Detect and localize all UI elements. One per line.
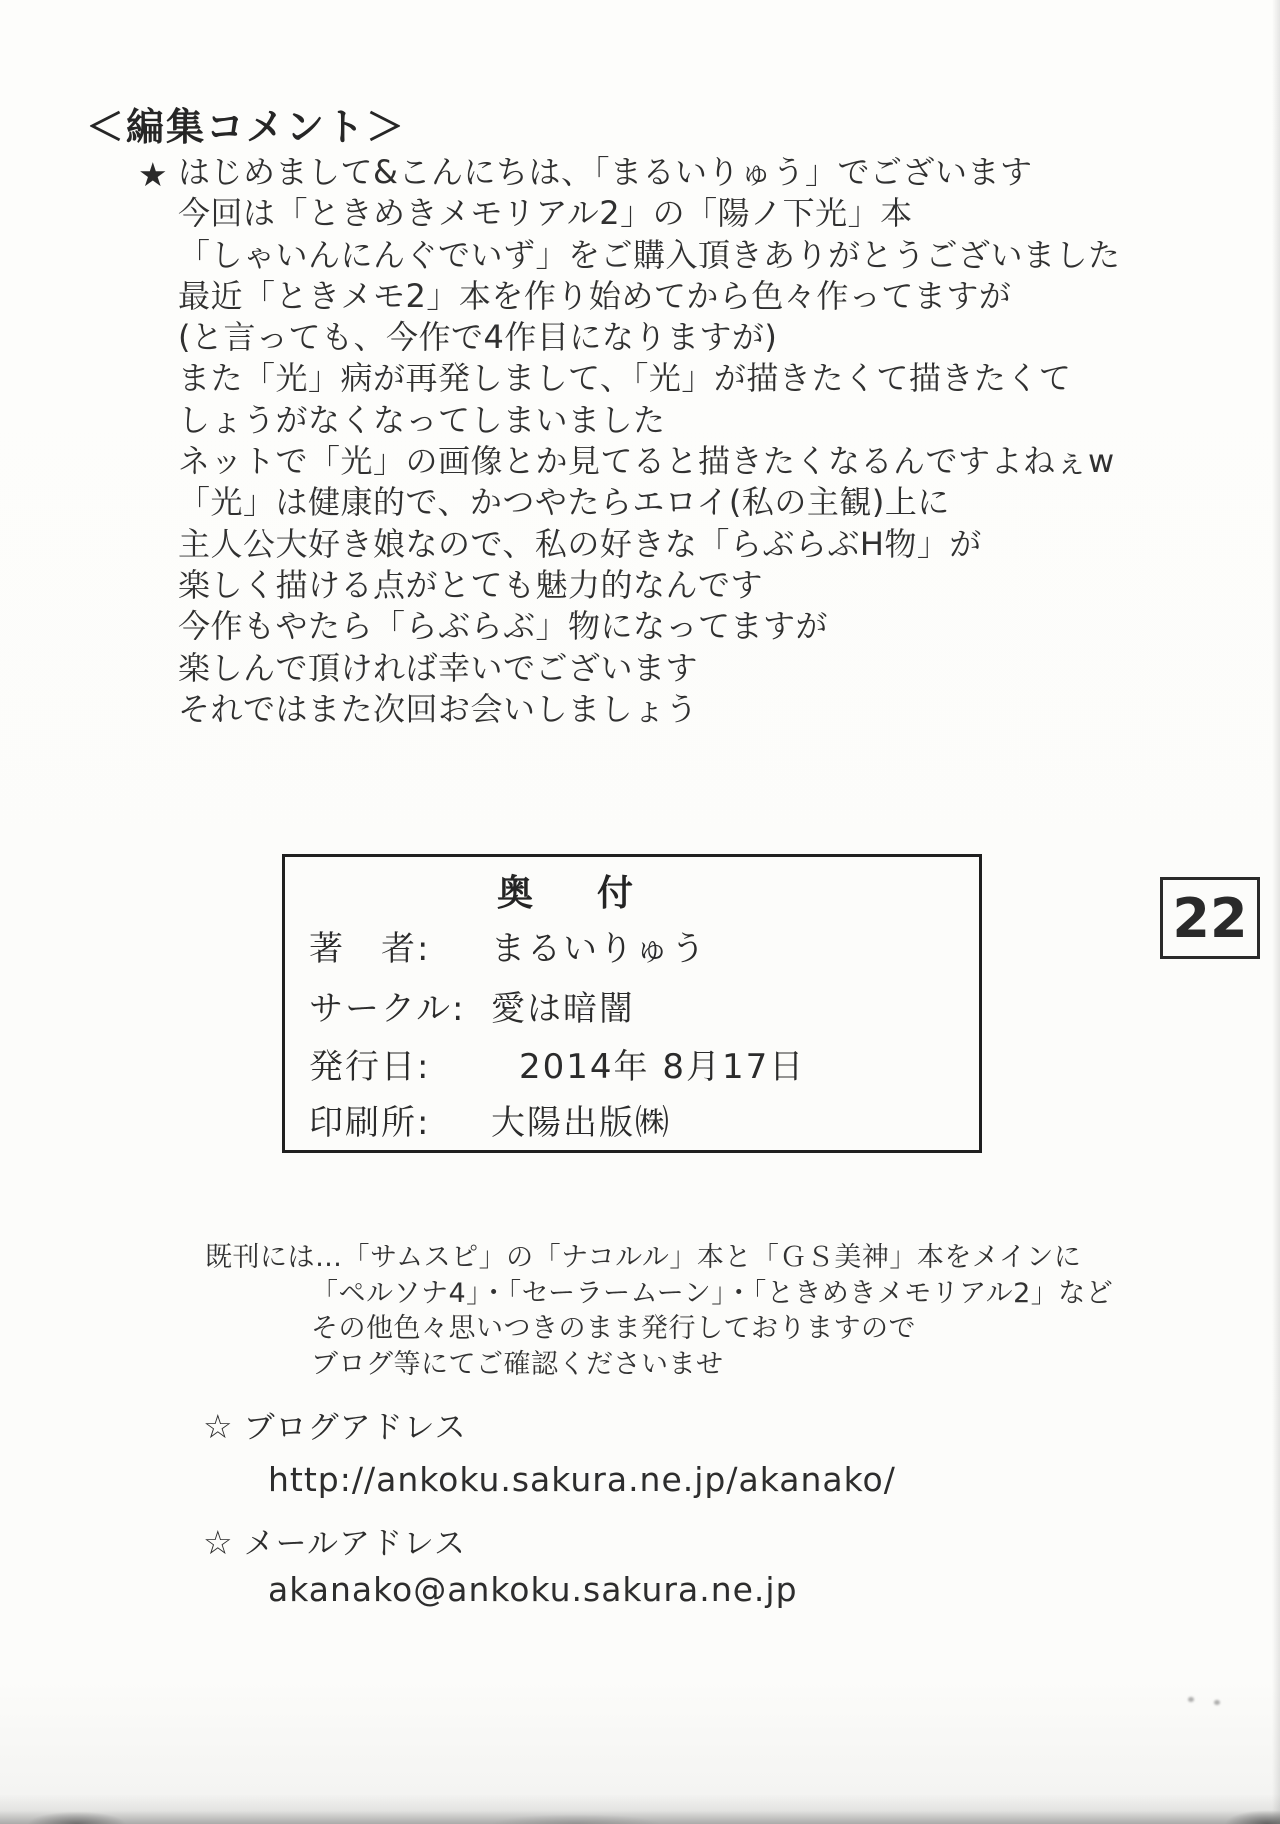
colophon-label: 著 者: <box>309 929 431 969</box>
colophon-row-circle <box>309 981 635 1030</box>
comment-line: しょうがなくなってしまいました <box>178 400 666 439</box>
colophon-value: 大陽出版㈱ <box>491 1103 671 1143</box>
blog-address-label <box>203 1402 467 1447</box>
comment-line: 「光」は健康的で、かつやたらエロイ(私の主観)上に <box>178 483 950 522</box>
comment-line: 最近「ときメモ2」本を作り始めてから色々作ってますが <box>178 276 1012 315</box>
colophon-title: 奥 付 <box>497 873 648 914</box>
scan-noise-dots <box>1188 1697 1228 1707</box>
editor-comment-block <box>138 152 1121 730</box>
comment-line: はじめまして&こんにちは、「まるいりゅう」でございます <box>178 153 1033 191</box>
back-catalog-block <box>205 1240 1113 1382</box>
mail-address-label <box>203 1518 466 1563</box>
colophon-row-publish-date <box>309 1039 805 1088</box>
star-outline-icon: ☆ <box>203 1523 234 1562</box>
colophon-label: 発行日: <box>309 1047 431 1087</box>
comment-line: 今回は「ときめきメモリアル2」の「陽ノ下光」本 <box>178 194 913 233</box>
scan-shadow-right <box>1272 0 1280 1824</box>
comment-line: 楽しく描ける点がとても魅力的なんです <box>178 565 764 604</box>
back-catalog-line: ブログ等にてご確認くださいませ <box>311 1348 724 1380</box>
comment-line: 今作もやたら「らぶらぶ」物になってますが <box>178 607 829 646</box>
page-number: 22 <box>1160 877 1260 959</box>
colophon-row-printer <box>309 1095 671 1144</box>
star-icon: ★ <box>138 155 169 194</box>
comment-line: 主人公大好き娘なので、私の好きな「らぶらぶH物」が <box>178 524 982 563</box>
colophon-label: 印刷所: <box>309 1103 431 1143</box>
star-outline-icon: ☆ <box>203 1407 234 1446</box>
comment-line: (と言っても、今作で4作目になりますが) <box>178 318 778 357</box>
section-title-editor-comment: ＜編集コメント＞ <box>86 105 407 149</box>
colophon-label: サークル: <box>309 989 466 1029</box>
mail-label-text: メールアドレス <box>243 1526 467 1562</box>
comment-line: ネットで「光」の画像とか見てると描きたくなるんですよねぇw <box>178 442 1115 481</box>
back-catalog-line: 「ペルソナ4」・「セーラームーン」・「ときめきメモリアル2」など <box>311 1277 1114 1309</box>
comment-line: 楽しんで頂ければ幸いでございます <box>178 648 699 687</box>
colophon-value: 2014年 8月17日 <box>519 1047 806 1087</box>
blog-url: http://ankoku.sakura.ne.jp/akanako/ <box>268 1460 896 1499</box>
colophon-value: 愛は暗闇 <box>491 989 635 1029</box>
colophon-value: まるいりゅう <box>491 929 707 969</box>
email-address: akanako@ankoku.sakura.ne.jp <box>268 1570 798 1609</box>
comment-line: それではまた次回お会いしましょう <box>178 689 699 728</box>
colophon-row-author <box>309 921 707 970</box>
scan-shadow-bottom <box>0 1794 1280 1824</box>
back-catalog-line: その他色々思いつきのまま発行しておりますので <box>311 1313 916 1344</box>
back-catalog-line: 既刊には…「サムスピ」の「ナコルル」本と「ＧＳ美神」本をメインに <box>205 1242 1082 1273</box>
comment-line: 「しゃいんにんぐでいず」をご購入頂きありがとうございました <box>178 235 1121 274</box>
comment-line: また「光」病が再発しまして、「光」が描きたくて描きたくて <box>178 359 1072 398</box>
blog-label-text: ブログアドレス <box>243 1410 467 1446</box>
colophon-box <box>282 854 982 1153</box>
